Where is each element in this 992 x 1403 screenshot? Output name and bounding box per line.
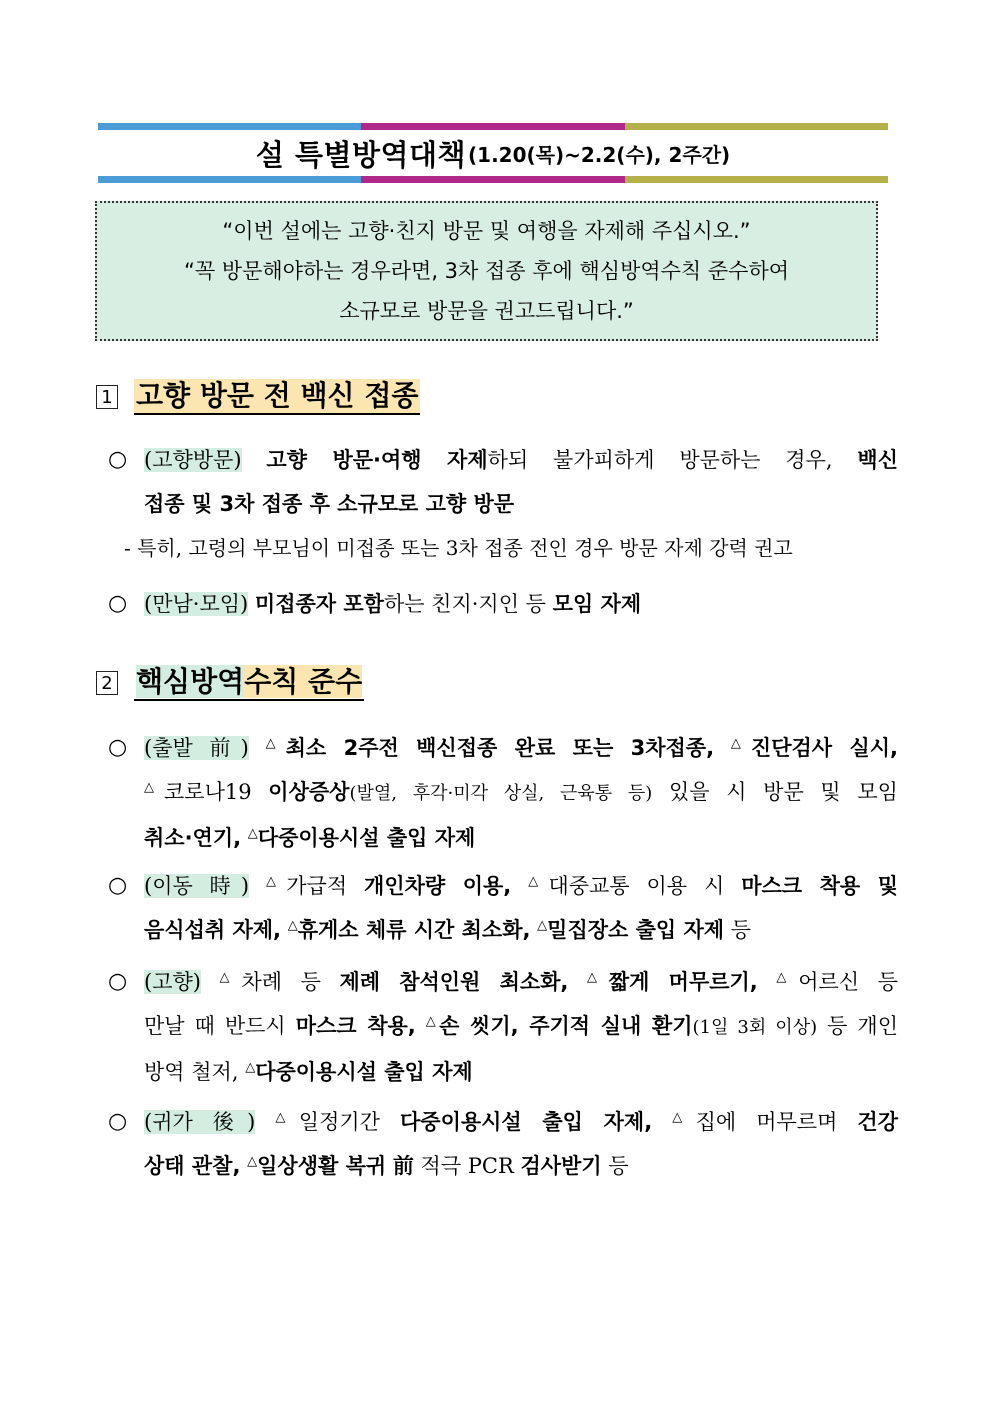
emphasis: 건강 (857, 1110, 898, 1134)
title-period: (1.20(목)~2.2(수), 2주간) (468, 143, 731, 167)
emphasis: 다중이용시설 출입 자제 (257, 826, 476, 850)
emphasis: 일상생활 복귀 (257, 1154, 387, 1178)
text-line (144, 1100, 898, 1144)
emphasis: 밀집장소 출입 자제 (547, 918, 725, 942)
note: (1일 3회 이상) (692, 1017, 818, 1038)
emphasis: 최소 2주전 백신접종 완료 또는 3차접종, (285, 736, 715, 760)
item-tag: (이동 時) (144, 874, 250, 898)
notice-box (95, 201, 878, 341)
emphasis: 前 (392, 1154, 414, 1178)
text: 일정기간 (298, 1110, 380, 1134)
emphasis: 휴게소 체류 시간 최소화, (297, 918, 531, 942)
triangle-icon: △ (672, 1110, 696, 1125)
triangle-icon: △ (776, 970, 799, 985)
bullet-item (108, 726, 898, 860)
emphasis: 짧게 머무르기, (608, 970, 758, 994)
triangle-icon: △ (587, 970, 609, 985)
text: 가급적 (286, 874, 348, 898)
emphasis: 이상증상 (268, 780, 350, 804)
triangle-icon: △ (219, 970, 242, 985)
notice-line: “이번 설에는 고향·친지 방문 및 여행을 자제해 주십시오.” (222, 219, 751, 243)
triangle-icon: △ (245, 1060, 256, 1075)
bullet-item (108, 1100, 898, 1188)
emphasis: 취소·연기, (144, 826, 242, 850)
emphasis: 제례 참석인원 최소화, (339, 970, 569, 994)
text: 적극 PCR (420, 1154, 514, 1178)
item-tag: (귀가 後) (144, 1110, 256, 1134)
text-line (144, 1144, 898, 1188)
emphasis: 접종 및 3차 접종 후 소규모로 고향 방문 (144, 492, 515, 516)
text-line (144, 582, 898, 626)
text-line (144, 1004, 898, 1050)
notice-line: “꼭 방문해야하는 경우라면, 3차 접종 후에 핵심방역수칙 준수하여 (183, 259, 790, 283)
circle-bullet-icon: ○ (108, 447, 128, 472)
text-line (144, 438, 898, 482)
text-line (144, 960, 898, 1004)
text-line (144, 482, 898, 526)
text: 대중교통 이용 시 (548, 874, 725, 898)
section-title (134, 665, 364, 701)
item-tag: (만남·모임) (144, 592, 249, 616)
text: 등 개인 (827, 1014, 898, 1038)
emphasis: 개인차량 이용, (364, 874, 512, 898)
circle-bullet-icon: ○ (108, 735, 128, 760)
triangle-icon: △ (265, 736, 286, 751)
bar-blue (98, 176, 361, 183)
note: (발열, 후각·미각 상실, 근육통 등) (349, 783, 653, 804)
bar-olive (625, 123, 888, 130)
emphasis: 검사받기 (520, 1154, 602, 1178)
title-main: 설 특별방역대책 (255, 138, 467, 172)
triangle-icon: △ (537, 918, 548, 933)
dash-note: - 특히, 고령의 부모님이 미접종 또는 3차 접종 전인 경우 방문 자제 강력 권고 (124, 536, 793, 560)
text-line (144, 908, 898, 952)
emphasis: 백신 (857, 448, 898, 472)
title-top-bar (98, 123, 888, 130)
triangle-icon: △ (247, 826, 258, 841)
bar-magenta (361, 123, 624, 130)
text: 코로나19 (164, 780, 252, 804)
emphasis: 진단검사 실시, (750, 736, 899, 760)
emphasis: 마스크 착용, (295, 1014, 416, 1038)
item-tag: (고향방문) (144, 448, 242, 472)
text: 만날 때 반드시 (144, 1014, 286, 1038)
section-1-header (96, 380, 420, 414)
text: 집에 머무르며 (695, 1110, 838, 1134)
text: 차례 등 (241, 970, 321, 994)
triangle-icon: △ (528, 874, 549, 889)
text: 어르신 등 (798, 970, 898, 994)
triangle-icon: △ (275, 1110, 299, 1125)
bullet-item (108, 438, 898, 526)
emphasis: 다중이용시설 출입 자제 (255, 1060, 473, 1084)
circle-bullet-icon: ○ (108, 969, 128, 994)
section-number: 1 (96, 385, 118, 409)
triangle-icon: △ (144, 780, 165, 795)
text-line (144, 1050, 898, 1094)
notice-line: 소규모로 방문을 권고드립니다.” (339, 299, 634, 323)
text-line (144, 816, 898, 860)
circle-bullet-icon: ○ (108, 591, 128, 616)
bar-olive (625, 176, 888, 183)
text-line (144, 726, 898, 770)
emphasis: 다중이용시설 출입 자제, (400, 1110, 653, 1134)
text: 하되 불가피하게 방문하는 경우, (487, 448, 833, 472)
item-tag: (출발 前) (144, 736, 249, 760)
emphasis: 음식섭취 자제, (144, 918, 282, 942)
triangle-icon: △ (247, 1154, 258, 1169)
text: 있을 시 방문 및 모임 (668, 780, 898, 804)
triangle-icon: △ (266, 874, 287, 889)
text: 하는 친지·지인 등 (383, 592, 546, 616)
circle-bullet-icon: ○ (108, 873, 128, 898)
emphasis: 마스크 착용 및 (741, 874, 899, 898)
circle-bullet-icon: ○ (108, 1109, 128, 1134)
item-tag: (고향) (144, 970, 201, 994)
emphasis: 손 씻기, 주기적 실내 환기 (439, 1014, 693, 1038)
text-line (144, 770, 898, 816)
triangle-icon: △ (730, 736, 751, 751)
text: 방역 철저, (144, 1060, 239, 1084)
page-title (98, 131, 888, 176)
triangle-icon: △ (287, 918, 298, 933)
emphasis: 모임 자제 (552, 592, 642, 616)
text-line (144, 864, 898, 908)
bar-magenta (361, 176, 624, 183)
bullet-item (108, 960, 898, 1094)
bullet-item (108, 582, 898, 626)
emphasis: 상태 관찰, (144, 1154, 241, 1178)
emphasis: 미접종자 포함 (254, 592, 384, 616)
bullet-item (108, 864, 898, 952)
text: 등 (608, 1154, 629, 1178)
section-2-header (96, 666, 364, 700)
section-title: 고향 방문 전 백신 접종 (134, 379, 420, 415)
title-part: 핵심방역 (136, 665, 245, 698)
section-number: 2 (96, 671, 118, 695)
triangle-icon: △ (425, 1014, 440, 1029)
bar-blue (98, 123, 361, 130)
title-bottom-bar (98, 176, 888, 183)
text: 등 (730, 918, 752, 942)
title-part: 수칙 준수 (244, 665, 363, 698)
emphasis: 고향 방문·여행 자제 (266, 448, 488, 472)
